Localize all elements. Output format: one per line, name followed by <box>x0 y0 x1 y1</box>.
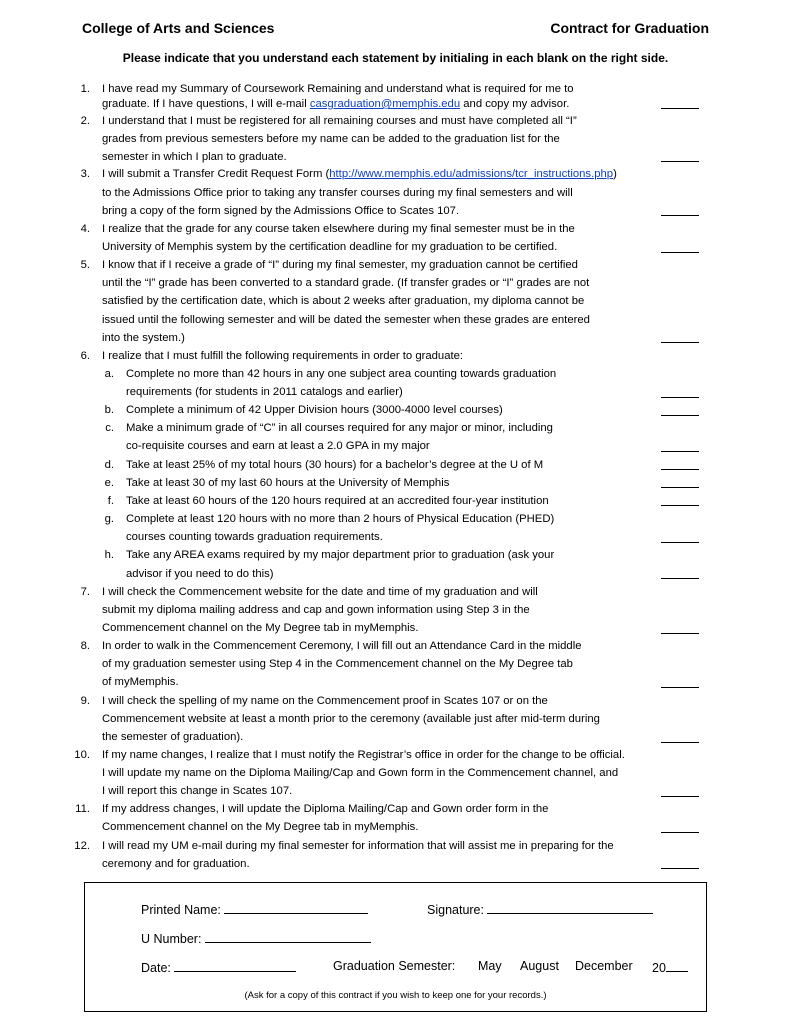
item-number: 11. <box>75 803 90 815</box>
item-7-line-3: Commencement channel on the My Degree tab in myMemphis. <box>102 622 419 634</box>
item-8-line-2: of my graduation semester using Step 4 in the Commencement channel on the My Degree tab <box>102 658 573 670</box>
printed-name-row <box>141 901 368 917</box>
item-8-line-1: In order to walk in the Commencement Ceremony, I will fill out an Attendance Card in the middle <box>102 640 582 652</box>
item-1-line-2: graduate. If I have questions, I will e-mail casgraduation@memphis.edu and copy my advisor. <box>102 98 570 110</box>
item-number: 5. <box>80 259 90 271</box>
item-8-line-3: of myMemphis. <box>102 676 179 688</box>
item-3-line-3: bring a copy of the form signed by the Admissions Office to Scates 107. <box>102 205 460 217</box>
college-title: College of Arts and Sciences <box>82 20 275 36</box>
subitem-letter: g. <box>104 513 114 525</box>
initial-blank[interactable] <box>661 578 699 579</box>
item-1-line-1: I have read my Summary of Coursework Remaining and understand what is required for me to <box>102 83 574 95</box>
instruction-text: Please indicate that you understand each statement by initialing in each blank on the right side. <box>122 51 669 65</box>
item-6g-line-1: Complete at least 120 hours with no more than 2 hours of Physical Education (PHED) <box>126 513 555 525</box>
item-2-line-1: I understand that I must be registered for all remaining courses and must have completed all “I” <box>102 115 577 127</box>
item-6a-line-2: requirements (for students in 2011 catalogs and earlier) <box>126 386 403 398</box>
semester-option-august[interactable]: August <box>520 959 559 973</box>
item-number: 1. <box>80 83 90 95</box>
date-row <box>141 959 296 975</box>
item-6c-line-2: co-requisite courses and earn at least a 2.0 GPA in my major <box>126 440 430 452</box>
subitem-letter: e. <box>104 477 114 489</box>
item-5-line-4: issued until the following semester and will be dated the semester when these grades are entered <box>102 314 590 326</box>
item-7-line-1: I will check the Commencement website for the date and time of my graduation and will <box>102 586 538 598</box>
initial-blank[interactable] <box>661 487 699 488</box>
u-number-row <box>141 930 371 946</box>
u-number-label: U Number: <box>141 932 202 946</box>
initial-blank[interactable] <box>661 796 699 797</box>
initial-blank[interactable] <box>661 832 699 833</box>
item-number: 7. <box>80 586 90 598</box>
item-12-line-1: I will read my UM e-mail during my final semester for information that will assist me in preparing for the <box>102 840 614 852</box>
item-5-line-3: satisfied by the certification date, which is about 2 weeks after graduation, my diploma cannot be <box>102 295 585 307</box>
semester-option-december[interactable]: December <box>575 959 633 973</box>
date-label: Date: <box>141 961 171 975</box>
semester-option-may[interactable]: May <box>478 959 502 973</box>
subitem-letter: d. <box>104 459 114 471</box>
item-11-line-1: If my address changes, I will update the Diploma Mailing/Cap and Gown order form in the <box>102 803 549 815</box>
subitem-letter: a. <box>104 368 114 380</box>
contract-title: Contract for Graduation <box>550 20 709 36</box>
item-7-line-2: submit my diploma mailing address and cap and gown information using Step 3 in the <box>102 604 530 616</box>
item-number: 8. <box>80 640 90 652</box>
tcr-form-link[interactable]: http://www.memphis.edu/admissions/tcr_instructions.php <box>329 168 614 180</box>
year-row <box>652 959 688 975</box>
item-5-line-1: I know that if I receive a grade of “I” during my final semester, my graduation cannot be certified <box>102 259 578 271</box>
item-3-line-2: to the Admissions Office prior to taking any transfer courses during my final semesters and will <box>102 187 573 199</box>
item-9-line-1: I will check the spelling of my name on the Commencement proof in Scates 107 or on the <box>102 695 548 707</box>
signature-field[interactable] <box>487 901 653 914</box>
initial-blank[interactable] <box>661 505 699 506</box>
item-11-line-2: Commencement channel on the My Degree tab in myMemphis. <box>102 821 419 833</box>
item-12-line-2: ceremony and for graduation. <box>102 858 250 870</box>
item-4-line-2: University of Memphis system by the certification deadline for my graduation to be certified. <box>102 241 558 253</box>
item-number: 2. <box>80 115 90 127</box>
initial-blank[interactable] <box>661 542 699 543</box>
item-2-line-3: semester in which I plan to graduate. <box>102 151 287 163</box>
item-6b-line-1: Complete a minimum of 42 Upper Division hours (3000-4000 level courses) <box>126 404 503 416</box>
item-number: 9. <box>80 695 90 707</box>
item-6-line-1: I realize that I must fulfill the following requirements in order to graduate: <box>102 350 464 362</box>
signature-row <box>427 901 653 917</box>
initial-blank[interactable] <box>661 469 699 470</box>
initial-blank[interactable] <box>661 415 699 416</box>
item-5-line-2: until the “I” grade has been converted to a standard grade. (If transfer grades or “I” grades are not <box>102 277 590 289</box>
printed-name-label: Printed Name: <box>141 903 221 917</box>
initial-blank[interactable] <box>661 397 699 398</box>
initial-blank[interactable] <box>661 868 699 869</box>
item-10-line-1: If my name changes, I realize that I must notify the Registrar’s office in order for the change to be official. <box>102 749 625 761</box>
item-number: 12. <box>74 840 90 852</box>
item-6h-line-1: Take any AREA exams required by my major department prior to graduation (ask your <box>126 549 555 561</box>
item-6g-line-2: courses counting towards graduation requirements. <box>126 531 383 543</box>
item-6h-line-2: advisor if you need to do this) <box>126 568 274 580</box>
item-number: 6. <box>80 350 90 362</box>
item-9-line-2: Commencement website at least a month prior to the ceremony (available just after mid-term during <box>102 713 600 725</box>
year-prefix: 20 <box>652 961 666 975</box>
item-6c-line-1: Make a minimum grade of “C” in all courses required for any major or minor, including <box>126 422 553 434</box>
item-6e-line-1: Take at least 30 of my last 60 hours at the University of Memphis <box>126 477 450 489</box>
item-3-line-1: I will submit a Transfer Credit Request Form (http://www.memphis.edu/admissions/tcr_instructions.php) <box>102 168 617 180</box>
subitem-letter: c. <box>105 422 114 434</box>
initial-blank[interactable] <box>661 687 699 688</box>
initial-blank[interactable] <box>661 161 699 162</box>
initial-blank[interactable] <box>661 342 699 343</box>
subitem-letter: h. <box>104 549 114 561</box>
email-link[interactable]: casgraduation@memphis.edu <box>309 98 461 110</box>
printed-name-field[interactable] <box>224 901 368 914</box>
initial-blank[interactable] <box>661 252 699 253</box>
date-field[interactable] <box>174 959 296 972</box>
year-field[interactable] <box>666 959 688 972</box>
item-10-line-3: I will report this change in Scates 107. <box>102 785 293 797</box>
item-6f-line-1: Take at least 60 hours of the 120 hours required at an accredited four-year institution <box>126 495 549 507</box>
subitem-letter: f. <box>107 495 114 507</box>
initial-blank[interactable] <box>661 633 699 634</box>
item-10-line-2: I will update my name on the Diploma Mailing/Cap and Gown form in the Commencement channel, and <box>102 767 619 779</box>
item-number: 4. <box>80 223 90 235</box>
u-number-field[interactable] <box>205 930 371 943</box>
item-number: 3. <box>80 168 90 180</box>
item-9-line-3: the semester of graduation). <box>102 731 244 743</box>
item-5-line-5: into the system.) <box>102 332 185 344</box>
item-2-line-2: grades from previous semesters before my name can be added to the graduation list for the <box>102 133 560 145</box>
copy-note: (Ask for a copy of this contract if you wish to keep one for your records.) <box>244 990 547 1001</box>
signature-label: Signature: <box>427 903 484 917</box>
item-6a-line-1: Complete no more than 42 hours in any one subject area counting towards graduation <box>126 368 557 380</box>
item-6d-line-1: Take at least 25% of my total hours (30 hours) for a bachelor’s degree at the U of M <box>126 459 544 471</box>
initial-blank[interactable] <box>661 108 699 109</box>
initial-blank[interactable] <box>661 742 699 743</box>
initial-blank[interactable] <box>661 451 699 452</box>
graduation-semester-label: Graduation Semester: <box>333 959 456 973</box>
item-4-line-1: I realize that the grade for any course taken elsewhere during my final semester must be in the <box>102 223 575 235</box>
initial-blank[interactable] <box>661 215 699 216</box>
item-number: 10. <box>74 749 90 761</box>
subitem-letter: b. <box>104 404 114 416</box>
